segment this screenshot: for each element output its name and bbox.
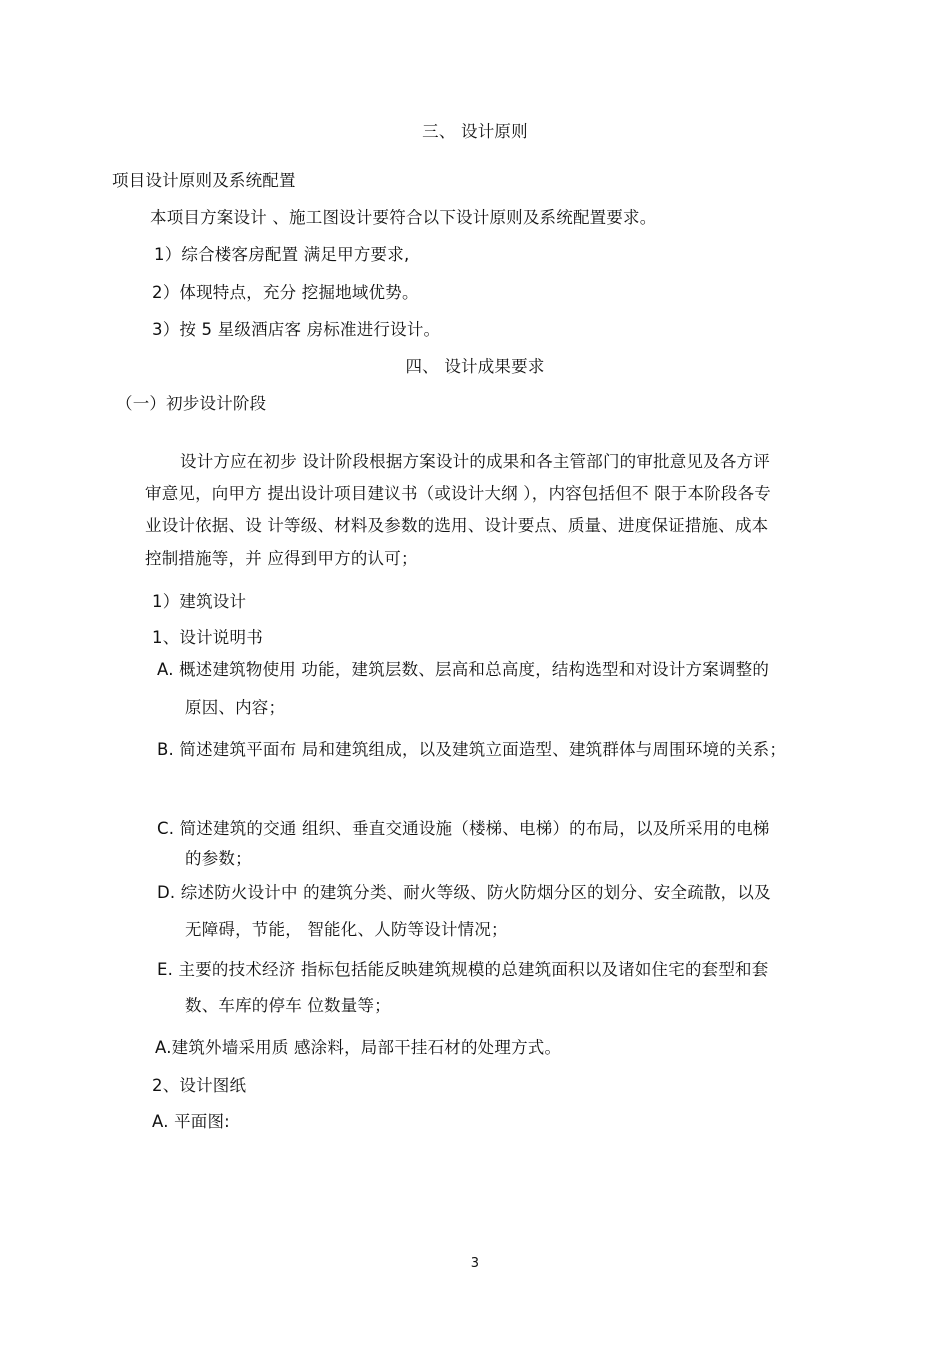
drawings-heading: 2、设计图纸 [152, 1076, 247, 1095]
item-a-facade: A.建筑外墙采用质 感涂料，局部干挂石材的处理方式。 [155, 1038, 562, 1057]
section-4-title: 四、 设计成果要求 [405, 357, 545, 376]
arch-design-heading: 1）建筑设计 [152, 592, 247, 611]
paragraph-line: 业设计依据、设 计等级、材料及参数的选用、设计要点、质量、进度保证措施、成本 [145, 516, 769, 535]
section-3-intro: 本项目方案设计 、施工图设计要符合以下设计原则及系统配置要求。 [150, 208, 657, 227]
paragraph-line: 审意见，向甲方 提出设计项目建议书（或设计大纲 ），内容包括但不 限于本阶段各专 [145, 484, 771, 503]
list-item: 3）按 5 星级酒店客 房标准进行设计。 [152, 320, 441, 339]
paragraph-line: 控制措施等，并 应得到甲方的认可； [145, 549, 418, 568]
item-e-line-1: E. 主要的技术经济 指标包括能反映建筑规模的总建筑面积以及诸如住宅的套型和套 [157, 960, 769, 979]
page-number: 3 [470, 1256, 480, 1271]
item-e-line-2: 数、车库的停车 位数量等； [185, 996, 391, 1015]
section-3-title: 三、 设计原则 [422, 122, 528, 141]
item-a-line-2: 原因、内容； [185, 698, 286, 717]
item-c-line-1: C. 简述建筑的交通 组织、垂直交通设施（楼梯、电梯）的布局，以及所采用的电梯 [157, 819, 770, 838]
stage-heading: （一）初步设计阶段 [116, 394, 267, 413]
section-3-subtitle: 项目设计原则及系统配置 [112, 171, 296, 190]
item-d-line-1: D. 综述防火设计中 的建筑分类、耐火等级、防火防烟分区的划分、安全疏散，以及 [157, 883, 771, 902]
item-c-line-2: 的参数； [185, 849, 252, 868]
item-d-line-2: 无障碍，节能， 智能化、人防等设计情况； [185, 920, 508, 939]
item-b-line-1: B. 简述建筑平面布 局和建筑组成，以及建筑立面造型、建筑群体与周围环境的关系； [157, 740, 787, 759]
spec-heading: 1、设计说明书 [152, 628, 263, 647]
item-a-line-1: A. 概述建筑物使用 功能，建筑层数、层高和总高度，结构选型和对设计方案调整的 [157, 660, 770, 679]
list-item: 2）体现特点，充分 挖掘地域优势。 [152, 283, 419, 302]
paragraph-line: 设计方应在初步 设计阶段根据方案设计的成果和各主管部门的审批意见及各方评 [180, 452, 770, 471]
list-item: 1）综合楼客房配置 满足甲方要求, [154, 245, 410, 264]
plan-heading: A. 平面图: [152, 1112, 230, 1131]
